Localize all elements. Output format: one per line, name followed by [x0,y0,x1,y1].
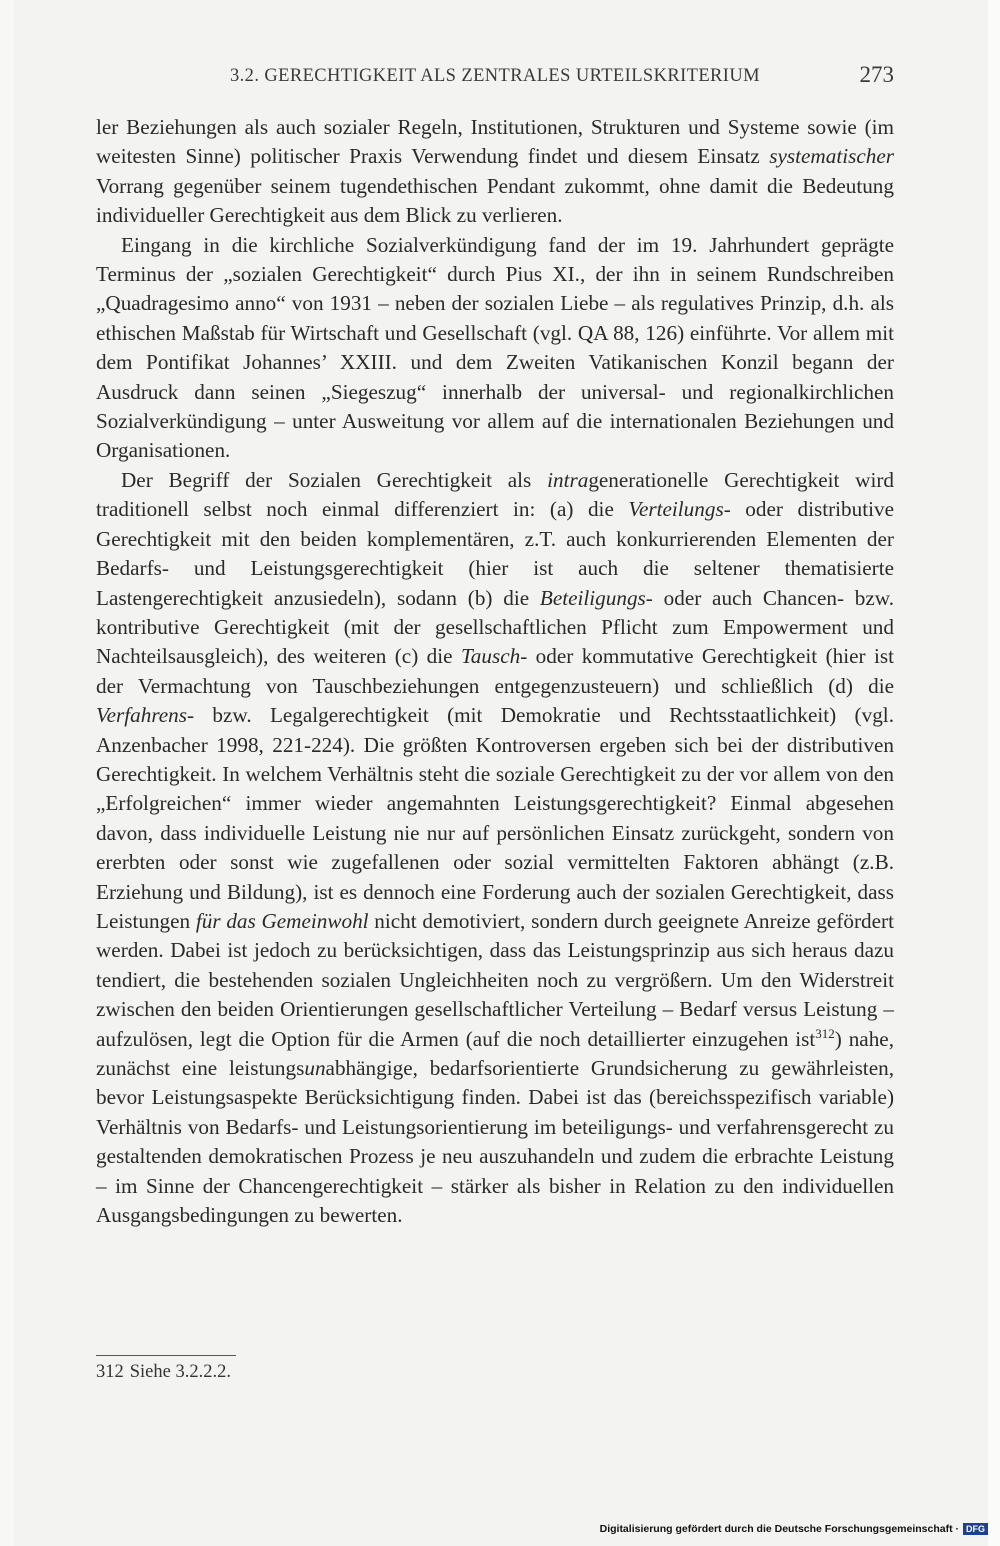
footnote-reference[interactable]: 312 [815,1025,835,1041]
text-run: Der Begriff der Sozialen Gerechtigkeit als [121,467,548,492]
text-run: oder auch Chancen- bzw. kontributive Gerechtigkeit (mit der gesellschaftlichen Pflicht zum Empowerment und Nachteilsausgleich), des weiteren (c) die [96,585,894,669]
running-header [96,62,894,96]
emphasis: Beteiligungs- [539,585,653,610]
footnote [96,1362,231,1383]
footnote-number: 312 [96,1362,124,1382]
text-run: generationelle Gerechtigkeit wird traditionell selbst noch einmal differenziert in: (a) die [96,467,895,522]
text-run: oder distributive Gerechtigkeit mit den beiden komplementären, z.T. auch konkurrierenden Elementen der Bedarfs- und Leistungsgerechtigkeit (hier ist auch die seltener thematisierte Lastengerechtigkeit anzusiedeln), sodann (b) die [96,497,894,610]
paragraph-2: Eingang in die kirchliche Sozialverkündigung fand der im 19. Jahrhundert geprägte Terminus der „sozialen Gerechtigkeit“ durch Pius XI., der ihn in seinem Rundschreiben „Quadragesimo anno“ von 1931 – neben der sozialen Liebe – als regulatives Prinzip, d.h. als ethischen Maßstab für Wirtschaft und Gesellschaft (vgl. QA 88, 126) einführte. Vor allem mit dem Pontifikat Johannes’ XXIII. und dem Zweiten Vatikanischen Konzil begann der Ausdruck dann seinen „Siegeszug“ innerhalb der universal- und regionalkirchlichen Sozialverkündigung – unter Ausweitung vor allem auf die internationalen Beziehungen und Organisationen. [96,232,894,463]
footnote-text: Siehe 3.2.2.2. [129,1362,231,1382]
text-run: ) nahe, zunächst eine leistungs [96,1026,894,1080]
text-run: nicht demotiviert, sondern durch geeignete Anreize gefördert werden. Dabei ist jedoch zu berücksichtigen, dass das Leistungsprinzip aus sich heraus dazu tendiert, die bestehenden sozialen Ungleichheiten noch zu vergrößern. Um den Widerstreit zwischen den beiden Orientierungen gesellschaftlicher Verteilung – Bedarf versus Leistung – aufzulösen, legt die Option für die Armen (auf die noch detaillierter einzugehen ist [96,908,894,1051]
text-run: Vorrang gegenüber seinem tugendethischen Pendant zukommt, ohne damit die Bedeutung individueller Gerechtigkeit aus dem Blick zu verlieren. [96,173,894,228]
footnote-divider [96,1355,236,1356]
text-run: abhängige, bedarfsorientierte Grundsicherung zu gewährleisten, bevor Leistungsaspekte Berücksichtigung finden. Dabei ist das (bereichsspezifisch variable) Verhältnis von Bedarfs- und Leistungsorientierung im beteiligungs- und verfahrensgerecht zu gestaltenden demokratischen Prozess je neu auszuhandeln und zudem die erbrachte Leistung – im Sinne der Chancengerechtigkeit – stärker als bisher in Relation zu den individuellen Ausgangsbedingungen zu bewerten. [96,1056,894,1228]
emphasis: Tausch- [460,644,528,669]
emphasis: intra [547,467,589,492]
emphasis: Verfahrens- [96,703,195,728]
scan-margin-left [0,0,14,1546]
text-run: ler Beziehungen als auch sozialer Regeln, Institutionen, Strukturen und Systeme sowie (im weitesten Sinne) politischer Praxis Verwendung findet und diesem Einsatz [96,115,894,169]
emphasis: für das Gemeinwohl [195,908,369,933]
page-number: 273 [859,62,894,87]
body-text [96,113,894,1230]
credit-text: Digitalisierung gefördert durch die Deutsche Forschungsgemeinschaft · [599,1523,959,1535]
paragraph-1 [96,113,894,231]
text-run: oder kommutative Gerechtigkeit (hier ist der Vermachtung von Tauschbeziehungen entgegenzusteuern) und schließlich (d) die [96,644,894,698]
digitization-credit [600,1522,988,1536]
emphasis: un [304,1056,326,1080]
emphasis: Verteilungs- [628,497,731,522]
scan-margin-right [988,0,1000,1546]
running-title: 3.2. GERECHTIGKEIT ALS ZENTRALES URTEILSKRITERIUM [230,66,760,86]
emphasis: systematischer [769,144,894,169]
text-run: bzw. Legalgerechtigkeit (mit Demokratie und Rechtsstaatlichkeit) (vgl. Anzenbacher 1998, 221-224). Die größten Kontroversen ergeben sich bei der distributiven Gerechtigkeit. In welchem Verhältnis steht die soziale Gerechtigkeit zu der vor allem von den „Erfolgreichen“ immer wieder angemahnten Leistungsgerechtigkeit? Einmal abgesehen davon, dass individuelle Leistung nie nur auf persönlichen Einsatz zurückgeht, sondern von ererbten oder sonst wie zugefallenen oder sozial vermittelten Faktoren abhängt (z.B. Erziehung und Bildung), ist es dennoch eine Forderung auch der sozialen Gerechtigkeit, dass Leistungen [96,703,894,933]
dfg-logo: DFG [963,1523,988,1535]
paragraph-3 [96,466,894,1231]
